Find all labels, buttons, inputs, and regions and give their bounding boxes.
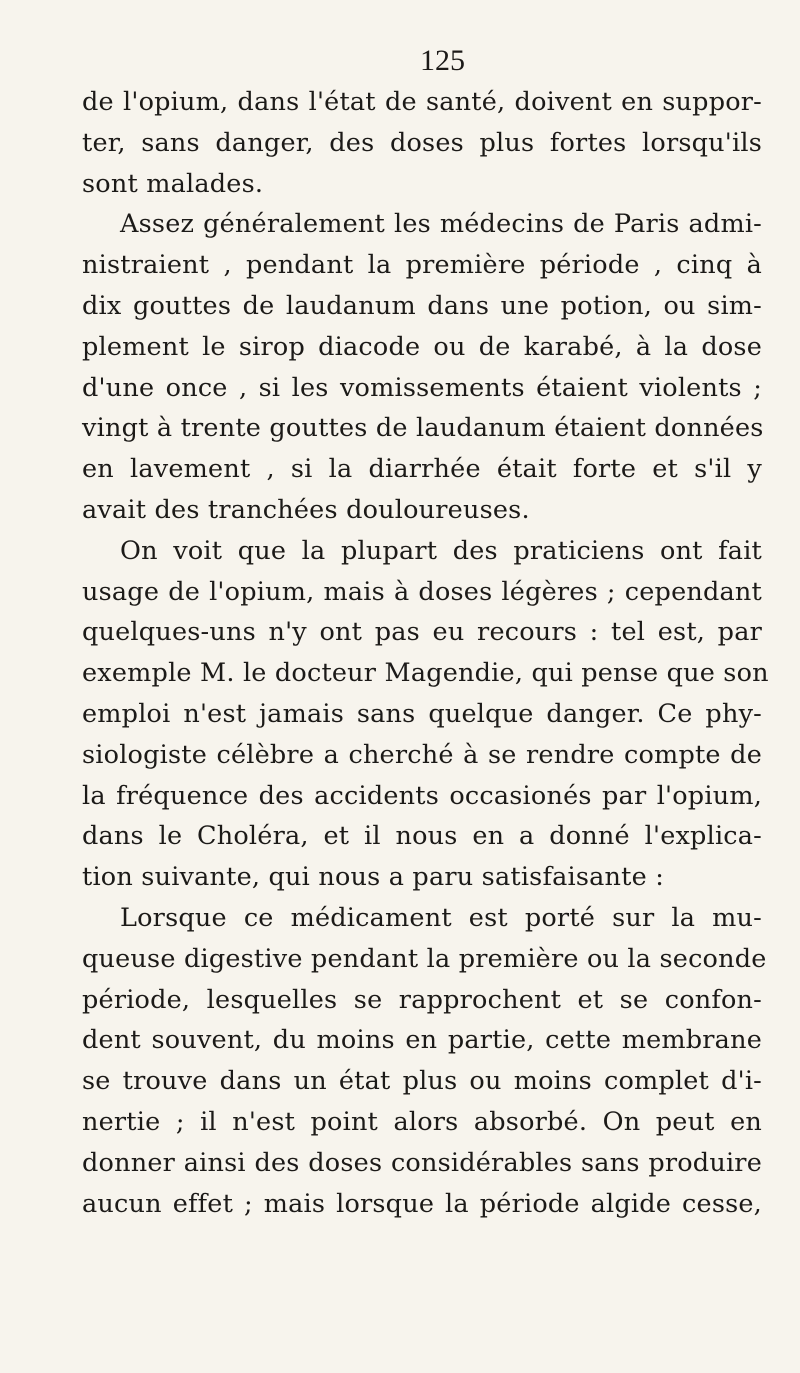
text-line: emploi n'est jamais sans quelque danger. Ce phy- [82,698,762,729]
text-line: avait des tranchées douloureuses. [82,494,530,525]
text-line: dans le Choléra, et il nous en a donné l'explica- [82,821,762,852]
text-line: usage de l'opium, mais à doses légères ; cependant [82,576,762,607]
text-line: d'une once , si les vomissements étaient violents ; [82,372,762,403]
text-line: se trouve dans un état plus ou moins complet d'i- [82,1066,762,1097]
text-line: dix gouttes de laudanum dans une potion, ou sim- [82,290,762,321]
text-line: dent souvent, du moins en partie, cette membrane [82,1025,762,1056]
page-number: 125 [420,44,465,77]
text-line: Assez généralement les médecins de Paris admi- [120,209,762,240]
body-text [82,82,769,1224]
text-line: vingt à trente gouttes de laudanum étaient données [82,413,764,444]
text-line: en lavement , si la diarrhée était forte et s'il y [82,454,762,485]
text-line: tion suivante, qui nous a paru satisfaisante : [82,862,665,893]
text-line: queuse digestive pendant la première ou la seconde [82,943,767,974]
text-line: la fréquence des accidents occasionés par l'opium, [82,780,762,811]
text-line: période, lesquelles se rapprochent et se confon- [82,984,762,1015]
text-line: ter, sans danger, des doses plus fortes lorsqu'ils [82,127,762,158]
text-line: exemple M. le docteur Magendie, qui pense que son [82,658,769,689]
text-line: nertie ; il n'est point alors absorbé. On peut en [82,1106,762,1137]
text-line: siologiste célèbre a cherché à se rendre compte de [82,739,762,770]
text-line: sont malades. [82,168,264,199]
text-line: Lorsque ce médicament est porté sur la mu- [120,902,762,933]
text-line: plement le sirop diacode ou de karabé, à la dose [82,331,762,362]
text-line: nistraient , pendant la première période , cinq à [82,250,762,281]
text-line: On voit que la plupart des praticiens ont fait [120,535,762,566]
text-line: quelques-uns n'y ont pas eu recours : tel est, par [82,617,762,648]
text-line: donner ainsi des doses considérables sans produire [82,1147,762,1178]
text-line: de l'opium, dans l'état de santé, doivent en suppor- [82,87,762,117]
text-line: aucun effet ; mais lorsque la période algide cesse, [82,1188,762,1219]
